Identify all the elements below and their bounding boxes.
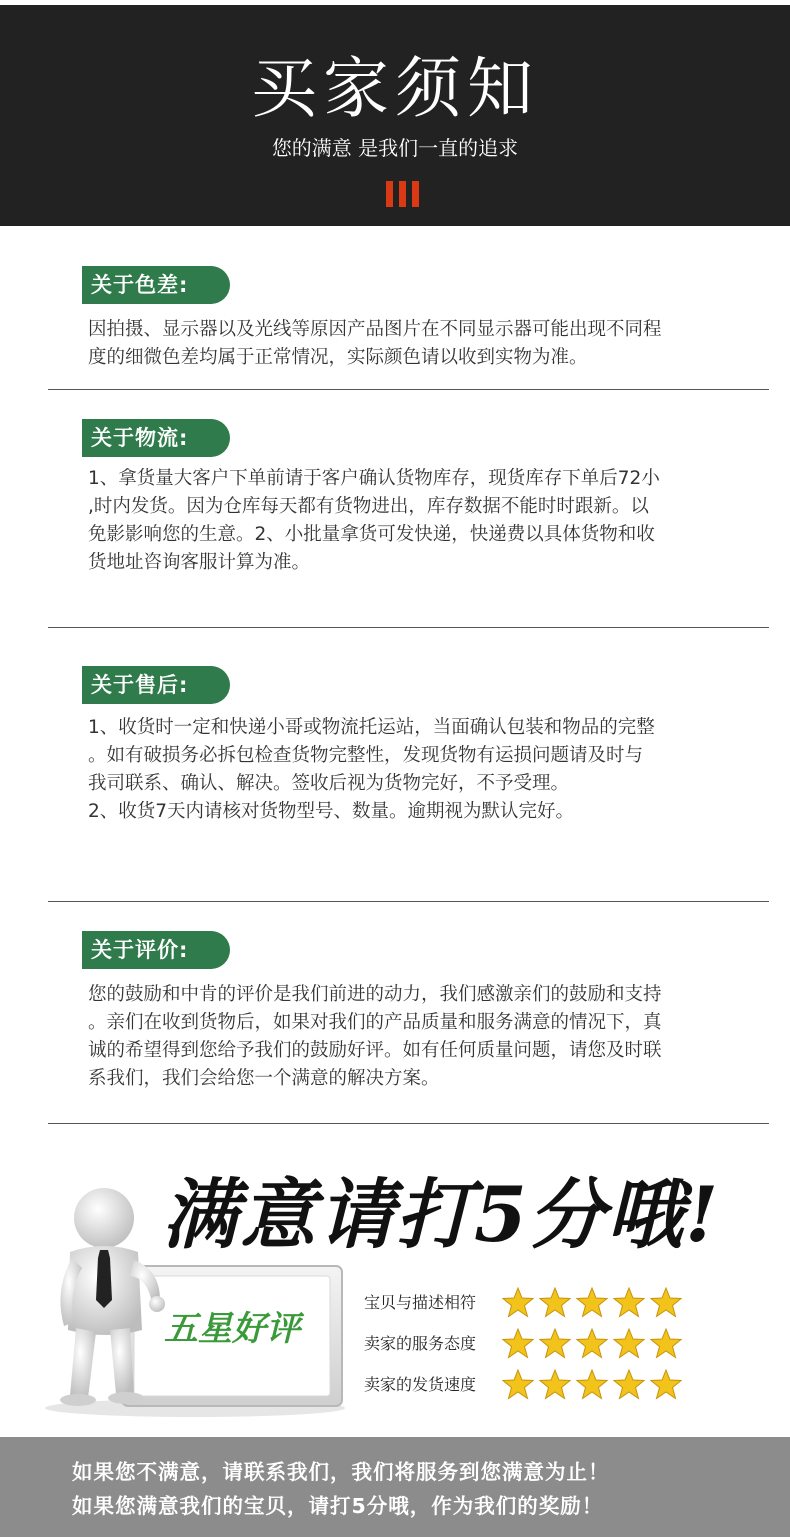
mascot-with-board-icon (30, 1180, 360, 1420)
star-icon (576, 1287, 608, 1318)
star-icon (650, 1328, 682, 1359)
rating-stars (502, 1326, 682, 1360)
star-icon (502, 1328, 534, 1359)
text-line: 我司联系、确认、解决。签收后视为货物完好，不予受理。 (88, 773, 570, 794)
page-subtitle: 您的满意 是我们一直的追求 (271, 136, 519, 160)
section-tag-label: 关于色差: (82, 266, 212, 304)
text-line: 系我们，我们会给您一个满意的解决方案。 (88, 1068, 440, 1089)
rating-label: 卖家的服务态度 (364, 1334, 477, 1353)
text-line: 。亲们在收到货物后，如果对我们的产品质量和服务满意的情况下，真 (88, 1012, 662, 1033)
section-tag-cap (210, 931, 230, 969)
section-tag-cap (210, 666, 230, 704)
star-icon (613, 1328, 645, 1359)
divider (48, 627, 769, 628)
star-icon (650, 1369, 682, 1400)
star-icon (576, 1328, 608, 1359)
text-line: 因拍摄、显示器以及光线等原因产品图片在不同显示器可能出现不同程 (88, 319, 662, 340)
page-title: 买家须知 (251, 50, 539, 127)
footer-banner (0, 1437, 790, 1537)
section-tag-cap (210, 266, 230, 304)
section-tag-label: 关于售后: (82, 666, 212, 704)
star-icon (576, 1369, 608, 1400)
star-icon (539, 1287, 571, 1318)
text-line: 1、收货时一定和快递小哥或物流托运站，当面确认包装和物品的完整 (88, 717, 655, 738)
slogan-text: 满意请打5分哦! (162, 1170, 721, 1259)
rating-label: 卖家的发货速度 (364, 1375, 477, 1394)
rating-stars (502, 1367, 682, 1401)
star-icon (613, 1369, 645, 1400)
footer-line-2: 如果您满意我们的宝贝，请打5分哦，作为我们的奖励！ (72, 1494, 604, 1518)
rating-row-service (364, 1326, 694, 1362)
header-banner (0, 5, 790, 226)
section-tag-label: 关于物流: (82, 419, 212, 457)
divider (48, 389, 769, 390)
section-text-reviews (88, 981, 748, 1093)
rating-row-shipping (364, 1367, 694, 1403)
text-line: 免影影响您的生意。2、小批量拿货可发快递，快递费以具体货物和收 (88, 524, 655, 545)
star-icon (613, 1287, 645, 1318)
section-tag-cap (210, 419, 230, 457)
section-text-logistics (88, 465, 748, 577)
text-line: 2、收货7天内请核对货物型号、数量。逾期视为默认完好。 (88, 801, 575, 822)
text-line: 您的鼓励和中肯的评价是我们前进的动力，我们感激亲们的鼓励和支持 (88, 984, 662, 1005)
decorative-bars-icon (386, 181, 420, 207)
section-text-after-sales (88, 714, 748, 826)
star-icon (502, 1369, 534, 1400)
text-line: 度的细微色差均属于正常情况，实际颜色请以收到实物为准。 (88, 347, 588, 368)
divider (48, 1123, 769, 1124)
text-line: 诚的希望得到您给予我们的鼓励好评。如有任何质量问题，请您及时联 (88, 1040, 662, 1061)
divider (48, 901, 769, 902)
star-icon (502, 1287, 534, 1318)
text-line: 。如有破损务必拆包检查货物完整性，发现货物有运损问题请及时与 (88, 745, 644, 766)
star-icon (539, 1369, 571, 1400)
rating-label: 宝贝与描述相符 (364, 1293, 477, 1312)
footer-line-1: 如果您不满意，请联系我们，我们将服务到您满意为止！ (72, 1460, 610, 1484)
star-icon (650, 1287, 682, 1318)
rating-row-description (364, 1285, 694, 1321)
text-line: 货地址咨询客服计算为准。 (88, 552, 311, 573)
text-line: 1、拿货量大客户下单前请于客户确认货物库存，现货库存下单后72小 (88, 468, 660, 489)
text-line: ,时内发货。因为仓库每天都有货物进出，库存数据不能时时跟新。以 (88, 496, 649, 517)
rating-stars (502, 1285, 682, 1319)
section-text-color-difference (88, 316, 748, 372)
section-tag-label: 关于评价: (82, 931, 212, 969)
board-text: 五星好评 (164, 1309, 300, 1349)
star-icon (539, 1328, 571, 1359)
